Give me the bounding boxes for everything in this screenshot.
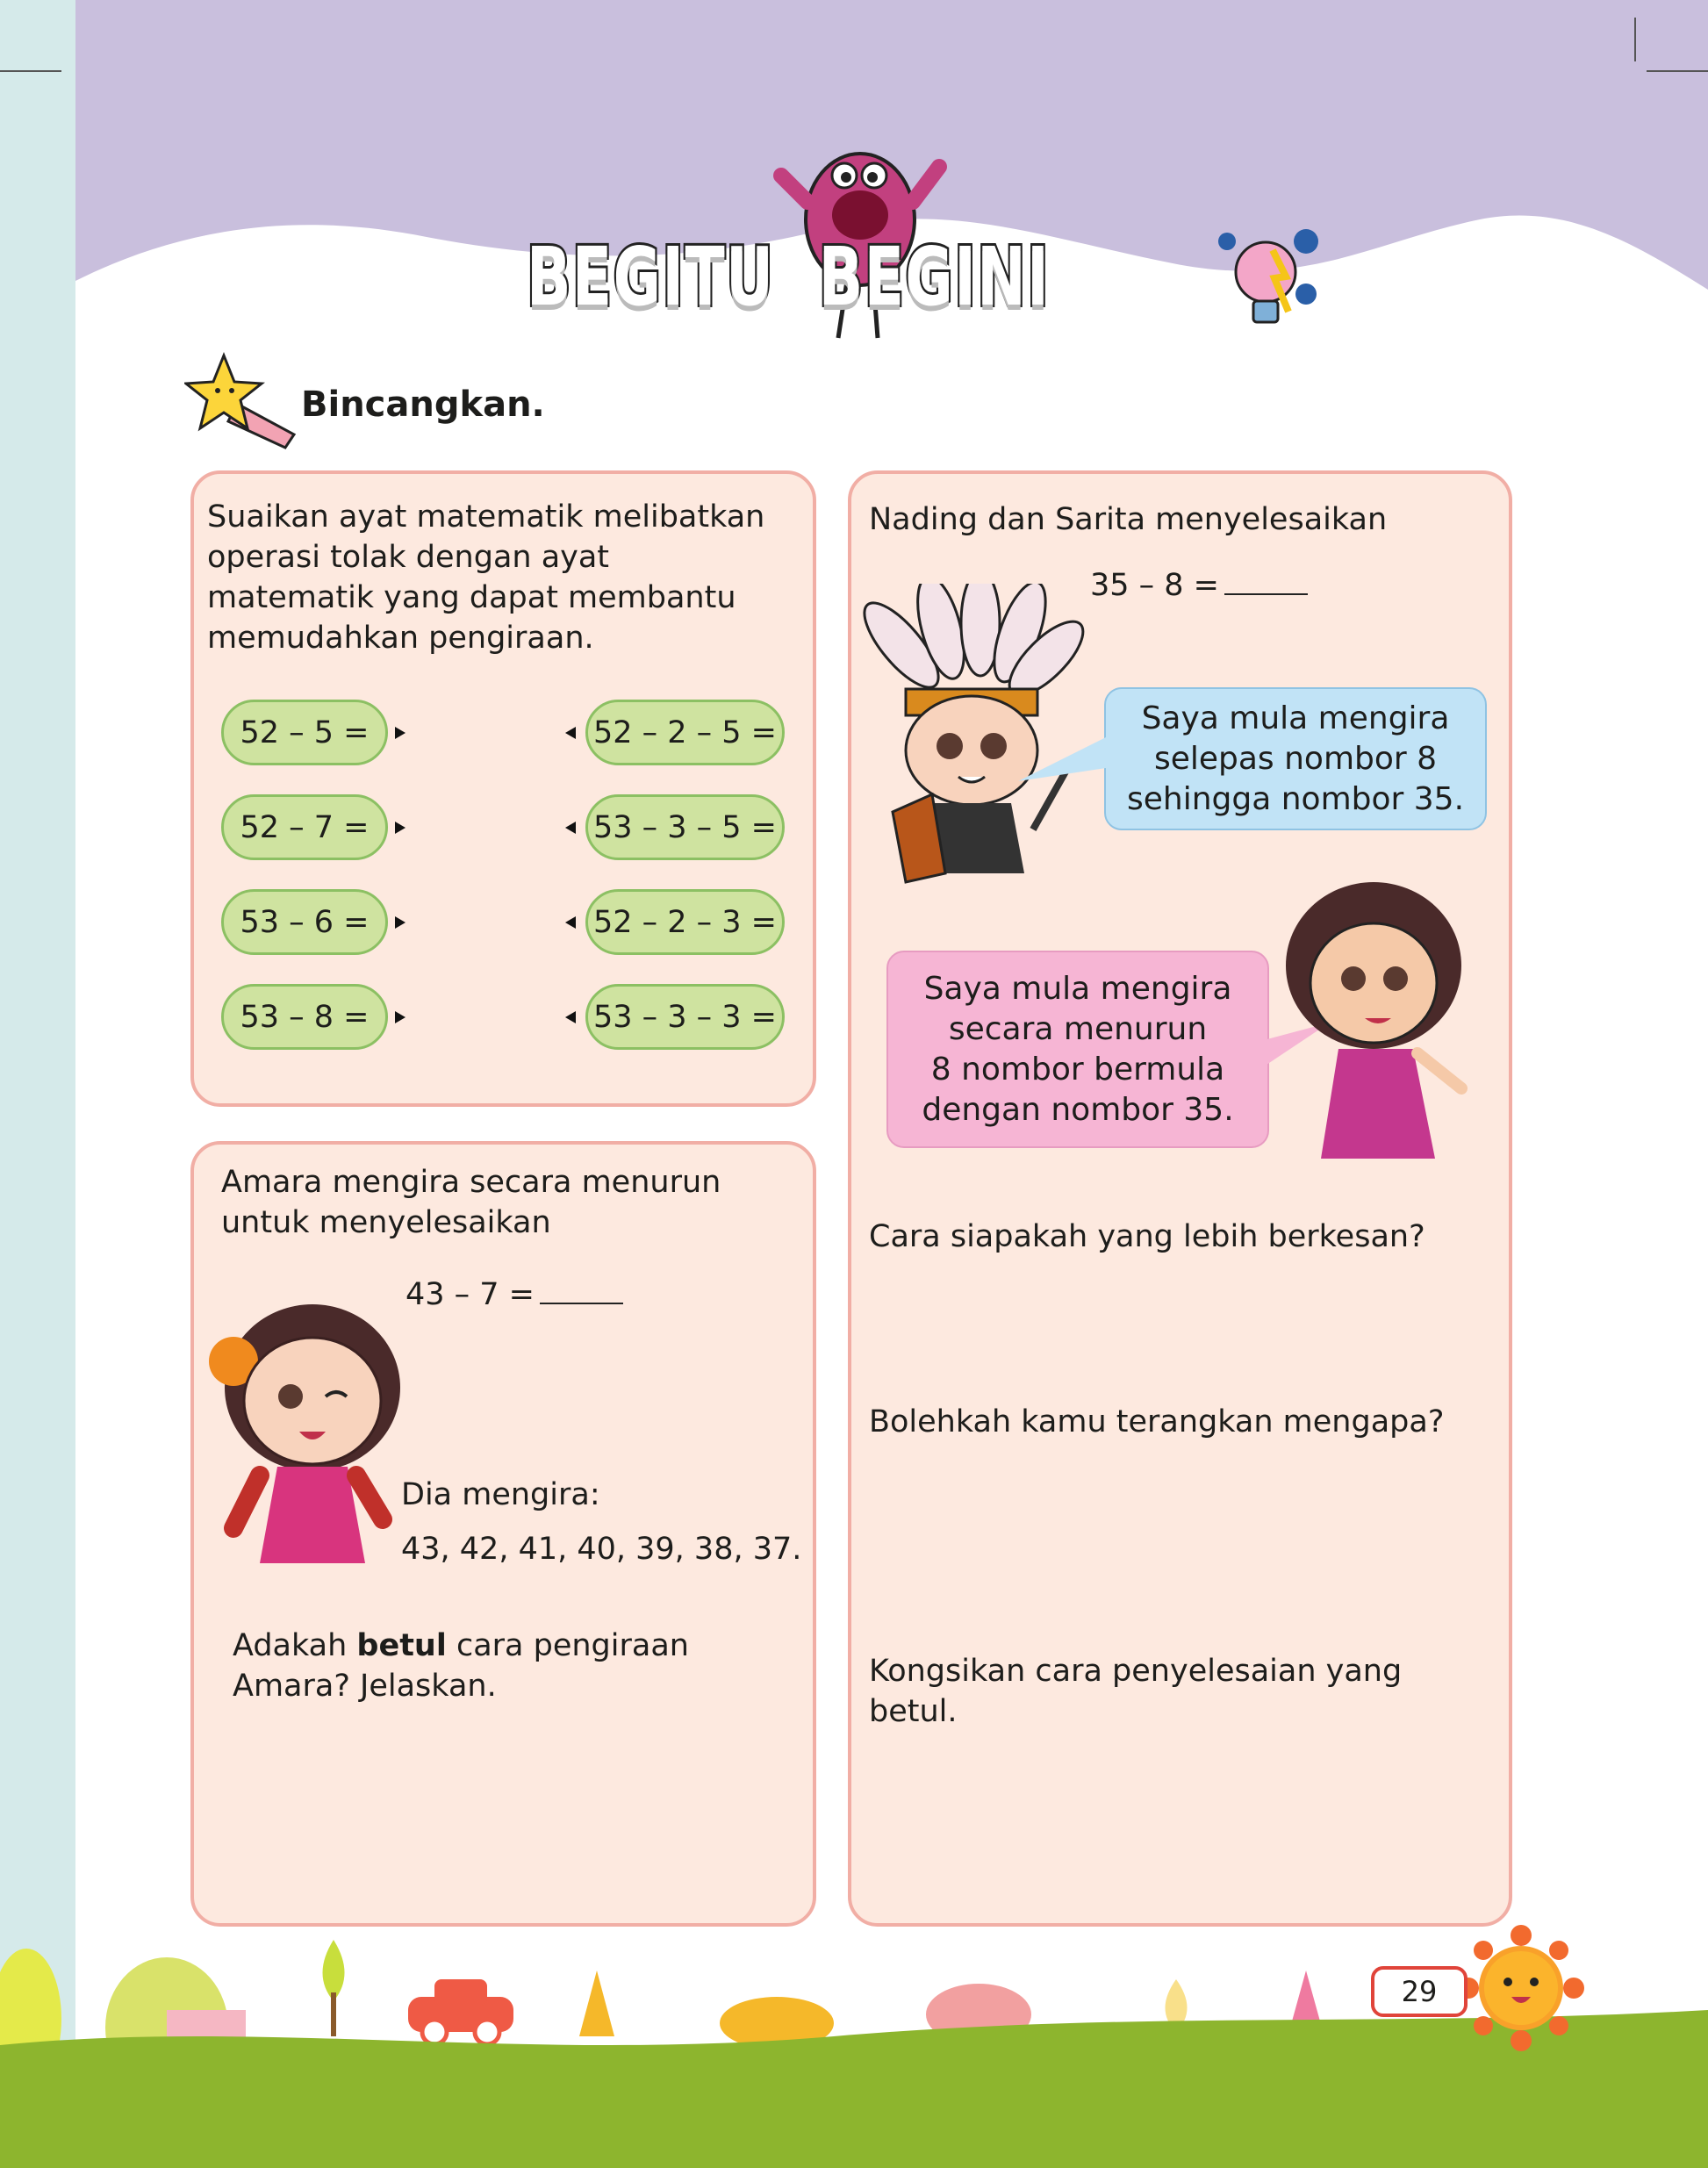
question-text: Adakah	[233, 1628, 357, 1663]
equation	[1090, 565, 1308, 606]
instruction-line: memudahkan pengiraan.	[207, 621, 594, 656]
speech-line: secara menurun	[948, 1010, 1208, 1047]
equation	[405, 1274, 623, 1315]
sarita-character-illustration	[1273, 878, 1475, 1163]
left-equation-pill[interactable]: 53 – 6 =	[221, 889, 388, 955]
question-line	[233, 1626, 689, 1666]
left-equation-pill[interactable]: 52 – 5 =	[221, 700, 388, 765]
match-point-right-arrow-icon[interactable]	[395, 916, 405, 929]
page-title	[527, 230, 1050, 324]
nading-speech-bubble	[1104, 687, 1487, 830]
sarita-speech-bubble	[886, 951, 1269, 1148]
crop-mark	[1647, 70, 1708, 72]
speech-line: 8 nombor bermula	[930, 1051, 1225, 1088]
idea-lightbulb-icon	[1211, 224, 1325, 338]
equation-text: 43 – 7 =	[405, 1277, 535, 1312]
instruction-line: operasi tolak dengan ayat	[207, 540, 610, 575]
left-equation-pill[interactable]: 52 – 7 =	[221, 794, 388, 860]
speech-bubble-tail	[1018, 733, 1115, 786]
question-emphasis: betul	[356, 1628, 447, 1663]
match-point-right-arrow-icon[interactable]	[395, 727, 405, 739]
match-point-right-arrow-icon[interactable]	[395, 822, 405, 834]
answer-blank	[540, 1278, 623, 1304]
crop-mark	[0, 70, 61, 72]
instruction-line: matematik yang dapat membantu	[207, 580, 736, 615]
page-number: 29	[1371, 1966, 1468, 2017]
left-equation-pill[interactable]: 53 – 8 =	[221, 984, 388, 1050]
counted-values: 43, 42, 41, 40, 39, 38, 37.	[401, 1532, 802, 1567]
right-equation-pill[interactable]: 52 – 2 – 5 =	[585, 700, 785, 765]
speech-line: dengan nombor 35.	[922, 1091, 1234, 1128]
question-whose-method: Cara siapakah yang lebih berkesan?	[869, 1219, 1425, 1254]
right-equation-pill[interactable]: 53 – 3 – 3 =	[585, 984, 785, 1050]
speech-line: Saya mula mengira	[923, 970, 1232, 1007]
left-margin-strip	[0, 0, 75, 2168]
instruction-line: Suaikan ayat matematik melibatkan	[207, 499, 765, 535]
right-equation-pill[interactable]: 52 – 2 – 3 =	[585, 889, 785, 955]
intro-line: Nading dan Sarita menyelesaikan	[869, 502, 1388, 537]
star-icon	[184, 351, 298, 452]
crop-mark	[1634, 18, 1636, 61]
question-share-method: betul.	[869, 1694, 958, 1729]
question-text: cara pengiraan	[446, 1628, 689, 1663]
intro-line: untuk menyelesaikan	[221, 1205, 551, 1240]
footer-scenery	[0, 1913, 1708, 2168]
match-point-left-arrow-icon[interactable]	[565, 822, 576, 834]
speech-line: sehingga nombor 35.	[1126, 780, 1465, 817]
match-point-left-arrow-icon[interactable]	[565, 916, 576, 929]
answer-blank	[1224, 569, 1308, 595]
match-point-right-arrow-icon[interactable]	[395, 1011, 405, 1023]
speech-line: selepas nombor 8	[1153, 740, 1438, 777]
equation-text: 35 – 8 =	[1090, 568, 1220, 603]
title-word: BEGITU	[527, 230, 775, 324]
match-point-left-arrow-icon[interactable]	[565, 727, 576, 739]
counted-label: Dia mengira:	[401, 1477, 600, 1512]
question-line: Amara? Jelaskan.	[233, 1669, 497, 1704]
question-explain-why: Bolehkah kamu terangkan mengapa?	[869, 1404, 1445, 1439]
title-word: BEGINI	[818, 230, 1051, 324]
amara-character-illustration	[207, 1300, 418, 1585]
question-share-method: Kongsikan cara penyelesaian yang	[869, 1654, 1403, 1689]
speech-line: Saya mula mengira	[1141, 700, 1450, 736]
right-equation-pill[interactable]: 53 – 3 – 5 =	[585, 794, 785, 860]
intro-line: Amara mengira secara menurun	[221, 1165, 721, 1200]
match-point-left-arrow-icon[interactable]	[565, 1011, 576, 1023]
section-heading: Bincangkan.	[301, 384, 545, 425]
